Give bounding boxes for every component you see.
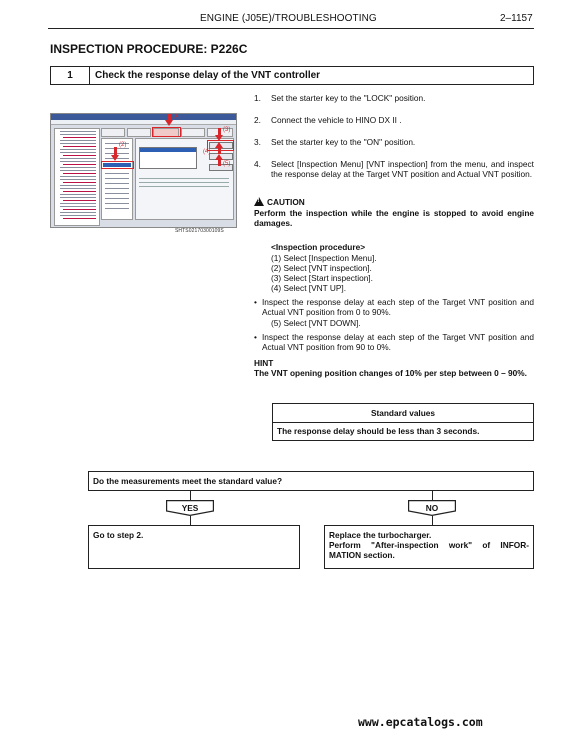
callout-arrow-3 <box>215 135 223 141</box>
screenshot-tree-panel <box>54 128 100 226</box>
step-number: 1 <box>51 67 90 84</box>
step-header-box <box>50 66 534 85</box>
hint-text: The VNT opening position changes of 10% per step between 0 – 90%. <box>254 368 527 378</box>
figure-id: SHTS02170300109S <box>175 228 224 234</box>
caution-text: Perform the inspection while the engine is stopped to avoid engine damages. <box>254 208 534 228</box>
callout-box-2 <box>101 161 134 169</box>
screenshot-menu-bar <box>51 120 236 125</box>
standard-values-value: The response delay should be less than 3 seconds. <box>277 426 480 436</box>
callout-label-4: (4) <box>203 149 211 155</box>
callout-label-1: (1) <box>173 113 181 119</box>
diagnostic-software-screenshot <box>50 113 237 228</box>
inspection-step: (4) Select [VNT UP]. <box>271 283 347 293</box>
no-tag: NO <box>408 500 456 516</box>
callout-label-5: (5) <box>223 161 231 167</box>
yes-result-box: Go to step 2. <box>88 525 300 569</box>
running-header-title: ENGINE (J05E)/TROUBLESHOOTING <box>200 13 377 24</box>
inspection-step: (1) Select [Inspection Menu]. <box>271 253 377 263</box>
inspection-step: (2) Select [VNT inspection]. <box>271 263 372 273</box>
standard-values-header: Standard values <box>273 404 533 423</box>
connector-line <box>190 491 191 500</box>
callout-arrow-2 <box>111 155 119 161</box>
connector-line <box>432 516 433 525</box>
warning-triangle-icon <box>254 197 264 206</box>
header-rule <box>48 28 534 29</box>
step-title: Check the response delay of the VNT controller <box>95 70 321 81</box>
callout-arrow-1 <box>165 120 173 126</box>
yes-tag: YES <box>166 500 214 516</box>
callout-box-1 <box>152 127 181 137</box>
inspection-procedure-heading: <Inspection procedure> <box>271 242 366 252</box>
connector-line <box>190 516 191 525</box>
caution-heading: !CAUTION <box>254 197 305 207</box>
no-result-box: Replace the turbocharger. Perform "After-inspection work" of INFOR-MATION section. <box>324 525 534 569</box>
standard-values-table <box>272 403 534 441</box>
page-number: 2–1157 <box>500 13 533 24</box>
callout-label-3: (3) <box>223 127 231 133</box>
connector-line <box>432 491 433 500</box>
hint-heading: HINT <box>254 358 274 368</box>
screenshot-menu-list <box>101 138 133 220</box>
inspection-step: (5) Select [VNT DOWN]. <box>271 318 361 328</box>
callout-label-2: (2) <box>119 142 127 148</box>
watermark-url: www.epcatalogs.com <box>358 715 483 729</box>
procedure-title: INSPECTION PROCEDURE: P226C <box>50 42 248 56</box>
decision-question: Do the measurements meet the standard value? <box>88 471 534 491</box>
inspection-step: (3) Select [Start inspection]. <box>271 273 373 283</box>
